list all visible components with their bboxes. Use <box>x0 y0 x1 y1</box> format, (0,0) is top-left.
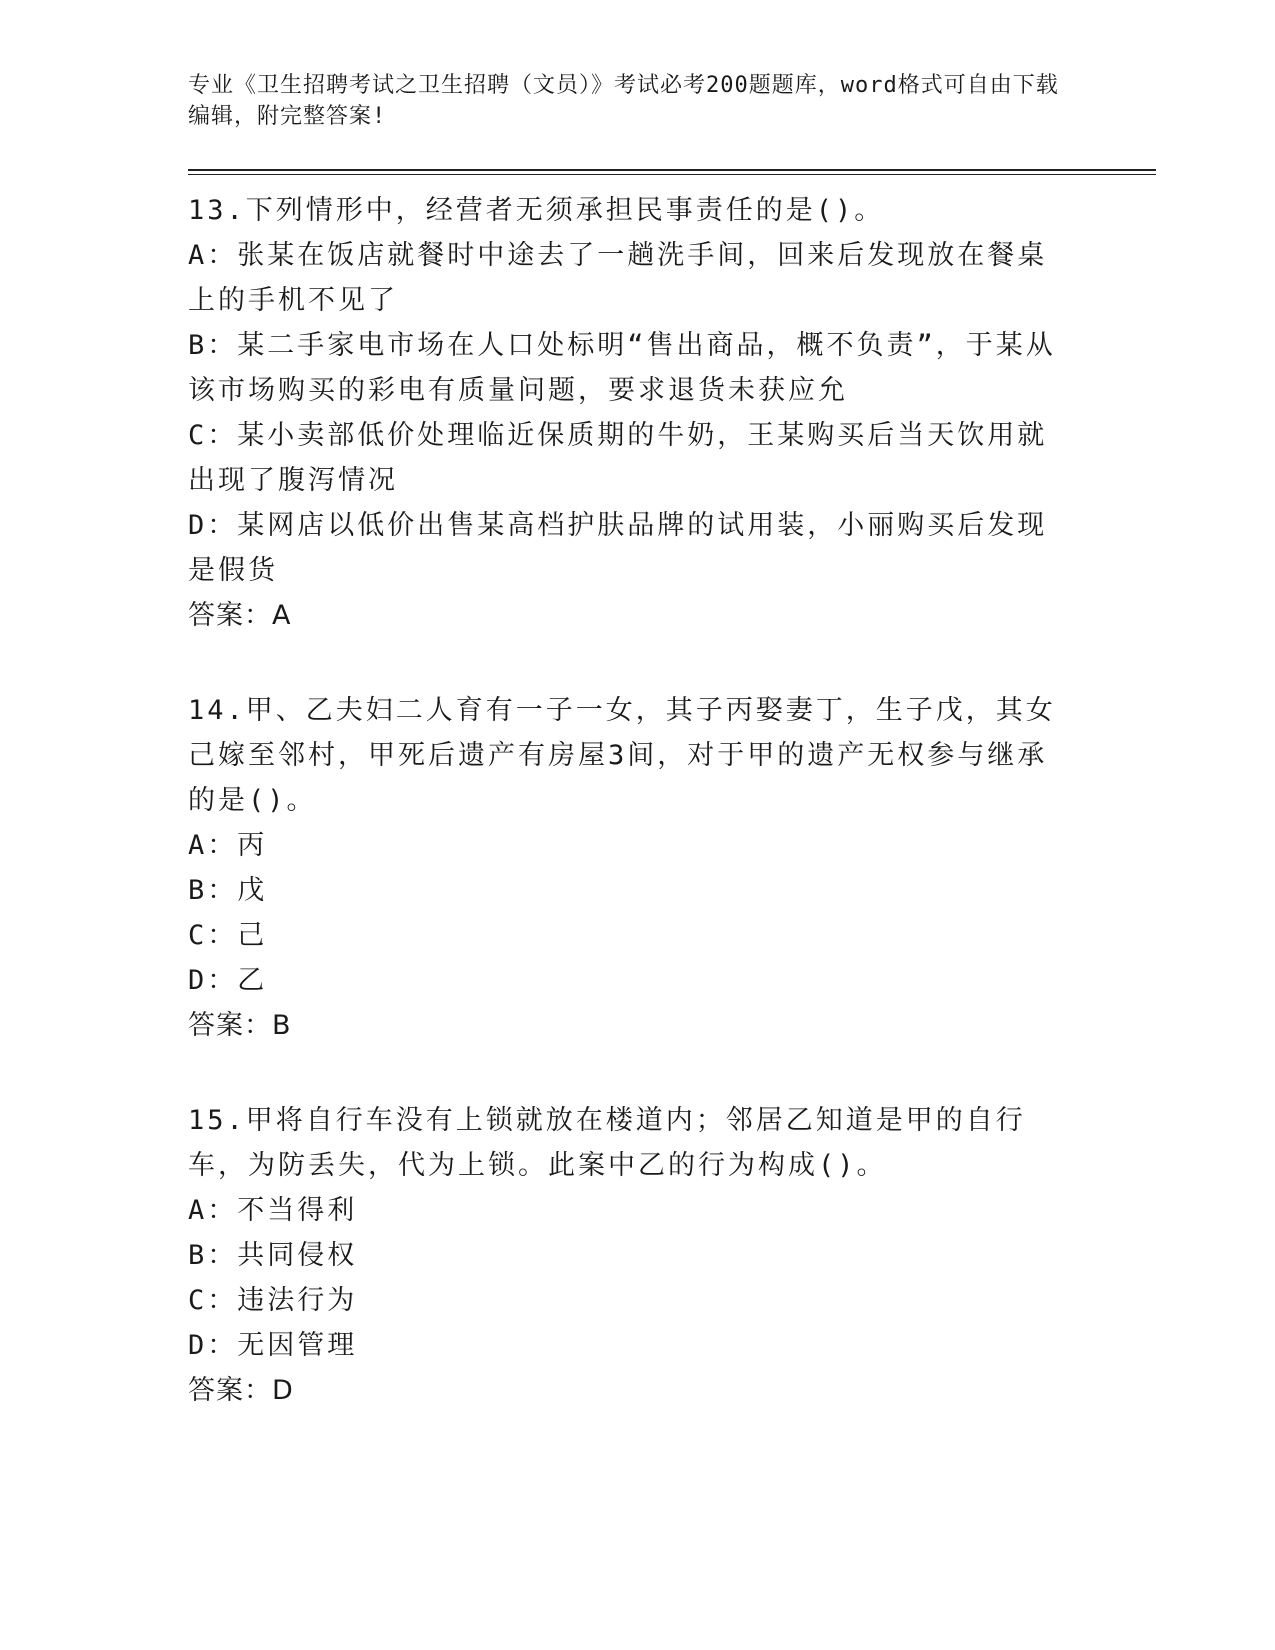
question-14 <box>188 688 1088 1048</box>
option-d: D：无因管理 <box>188 1330 358 1361</box>
option-b: B：某二手家电市场在人口处标明“售出商品，概不负责”，于某从该市场购买的彩电有质量问题，要求退货未获应允 <box>188 330 1056 406</box>
option-d: D：某网店以低价出售某高档护肤品牌的试用装，小丽购买后发现是假货 <box>188 510 1048 586</box>
option-c: C：己 <box>188 920 268 951</box>
option-b: B：戊 <box>188 875 268 906</box>
option-c: C：某小卖部低价处理临近保质期的牛奶，王某购买后当天饮用就出现了腹泻情况 <box>188 420 1048 496</box>
question-stem: 15.甲将自行车没有上锁就放在楼道内；邻居乙知道是甲的自行车，为防丢失，代为上锁。此案中乙的行为构成()。 <box>188 1105 1026 1181</box>
question-13 <box>188 188 1088 638</box>
document-page <box>188 70 1088 1413</box>
document-header: 专业《卫生招聘考试之卫生招聘（文员）》考试必考200题题库，word格式可自由下载编辑，附完整答案! <box>188 73 1059 129</box>
option-c: C：违法行为 <box>188 1285 358 1316</box>
question-stem: 14.甲、乙夫妇二人育有一子一女，其子丙娶妻丁，生子戊，其女己嫁至邻村，甲死后遗产有房屋3间，对于甲的遗产无权参与继承的是()。 <box>188 695 1056 816</box>
answer-line: 答案：A <box>188 600 292 631</box>
option-a: A：丙 <box>188 830 268 861</box>
option-a: A：张某在饭店就餐时中途去了一趟洗手间，回来后发现放在餐桌上的手机不见了 <box>188 240 1048 316</box>
option-d: D：乙 <box>188 965 268 996</box>
answer-line: 答案：B <box>188 1010 292 1041</box>
answer-line: 答案：D <box>188 1375 294 1406</box>
question-stem: 13.下列情形中，经营者无须承担民事责任的是()。 <box>188 195 885 226</box>
option-a: A：不当得利 <box>188 1195 358 1226</box>
header-divider <box>188 169 1156 175</box>
option-b: B：共同侵权 <box>188 1240 358 1271</box>
question-15 <box>188 1098 1088 1413</box>
